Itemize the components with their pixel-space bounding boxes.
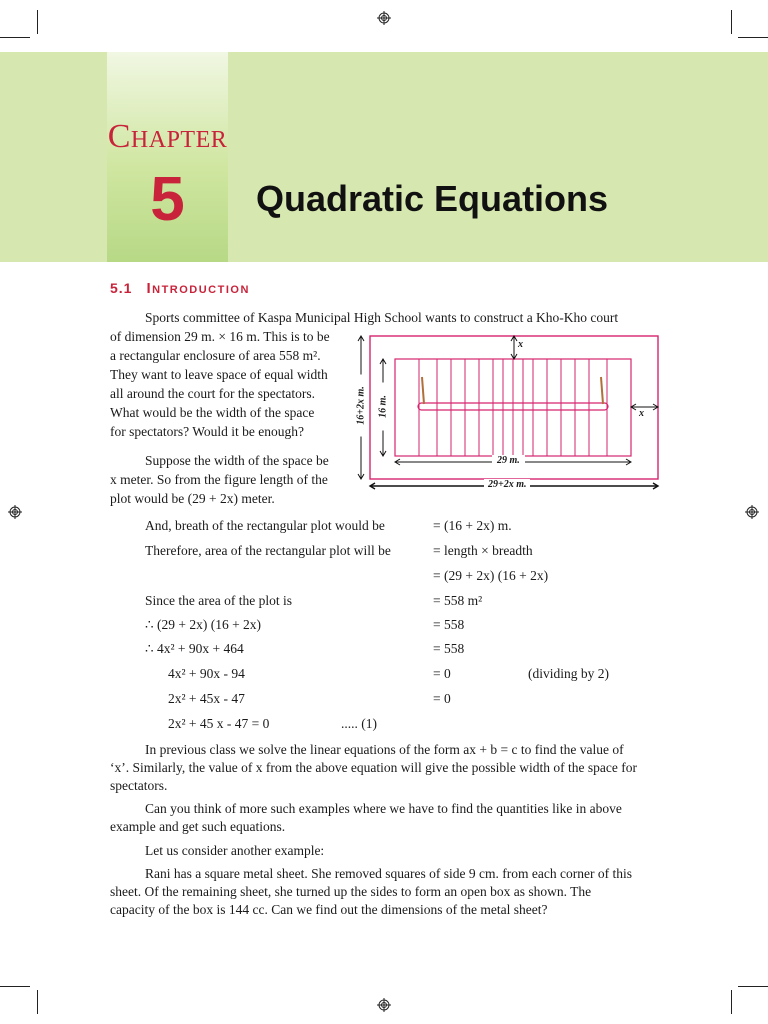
crop-mark [37, 10, 38, 34]
derivation-left: 2x² + 45 x - 47 = 0 [168, 716, 270, 731]
chapter-word: Chapter [107, 118, 228, 155]
intro-line: They want to leave space of equal width [110, 367, 328, 382]
rani-line: sheet. Of the remaining sheet, she turned up the sides to form an open box as shown. The [110, 884, 592, 899]
label-29-2x-m: 29+2x m. [484, 479, 530, 490]
kho-kho-court-figure [352, 332, 662, 492]
label-x-right: x [639, 408, 644, 419]
section-heading [110, 280, 250, 297]
suppose-line: plot would be (29 + 2x) meter. [110, 491, 275, 506]
rani-line: capacity of the box is 144 cc. Can we find out the dimensions of the metal sheet? [110, 902, 548, 917]
chapter-number: 5 [150, 165, 185, 234]
derivation-left: Therefore, area of the rectangular plot will be [145, 543, 391, 558]
crop-mark [0, 986, 30, 987]
intro-line: all around the court for the spectators. [110, 386, 316, 401]
intro-line: Sports committee of Kaspa Municipal High School wants to construct a Kho-Kho court [145, 310, 619, 325]
crop-mark [37, 990, 38, 1014]
derivation-right: = 558 m² [433, 593, 483, 608]
section-number: 5.1 [110, 280, 133, 296]
derivation-right: = 558 [433, 641, 465, 656]
label-x-top: x [518, 339, 523, 350]
crop-mark [738, 37, 768, 38]
derivation-right: = 558 [433, 617, 465, 632]
label-29-m: 29 m. [492, 455, 525, 466]
linear-line: spectators. [110, 778, 168, 793]
derivation-left: ∴ (29 + 2x) (16 + 2x) [145, 617, 262, 632]
think-line: example and get such equations. [110, 819, 286, 834]
derivation-note: (dividing by 2) [528, 666, 609, 681]
registration-mark-icon [377, 998, 391, 1012]
intro-line: for spectators? Would it be enough? [110, 424, 304, 439]
derivation-right: = 0 [433, 666, 451, 681]
rani-line: Rani has a square metal sheet. She removed squares of side 9 cm. from each corner of this [145, 866, 632, 881]
derivation-left: And, breath of the rectangular plot would be [145, 518, 385, 533]
crop-mark [731, 10, 732, 34]
derivation-right: = length × breadth [433, 543, 533, 558]
linear-line: In previous class we solve the linear equations of the form ax + b = c to find the value of [145, 742, 624, 757]
chapter-title: Quadratic Equations [256, 178, 609, 219]
suppose-line: x meter. So from the figure length of the [110, 472, 328, 487]
derivation-left: ∴ 4x² + 90x + 464 [145, 641, 244, 656]
think-line: Can you think of more such examples where we have to find the quantities like in above [145, 801, 622, 816]
derivation-right: = (16 + 2x) m. [433, 518, 512, 533]
registration-mark-icon [377, 11, 391, 25]
registration-mark-icon [8, 505, 22, 519]
derivation-right: ..... (1) [341, 716, 377, 731]
label-16-2x-m: 16+2x m. [356, 375, 367, 437]
crop-mark [731, 990, 732, 1014]
intro-line: What would be the width of the space [110, 405, 315, 420]
intro-line: of dimension 29 m. × 16 m. This is to be [110, 329, 330, 344]
label-16-m: 16 m. [378, 383, 389, 431]
crop-mark [0, 37, 30, 38]
derivation-left: Since the area of the plot is [145, 593, 292, 608]
consider-line: Let us consider another example: [145, 843, 325, 858]
suppose-line: Suppose the width of the space be [145, 453, 329, 468]
crop-mark [738, 986, 768, 987]
derivation-right: = 0 [433, 691, 451, 706]
registration-mark-icon [745, 505, 759, 519]
derivation-right: = (29 + 2x) (16 + 2x) [433, 568, 549, 583]
intro-line: a rectangular enclosure of area 558 m². [110, 348, 321, 363]
linear-line: ‘x’. Similarly, the value of x from the above equation will give the possible width of the space for [110, 760, 637, 775]
derivation-left: 2x² + 45x - 47 [168, 691, 245, 706]
section-title: Introduction [146, 280, 250, 297]
derivation-left: 4x² + 90x - 94 [168, 666, 245, 681]
